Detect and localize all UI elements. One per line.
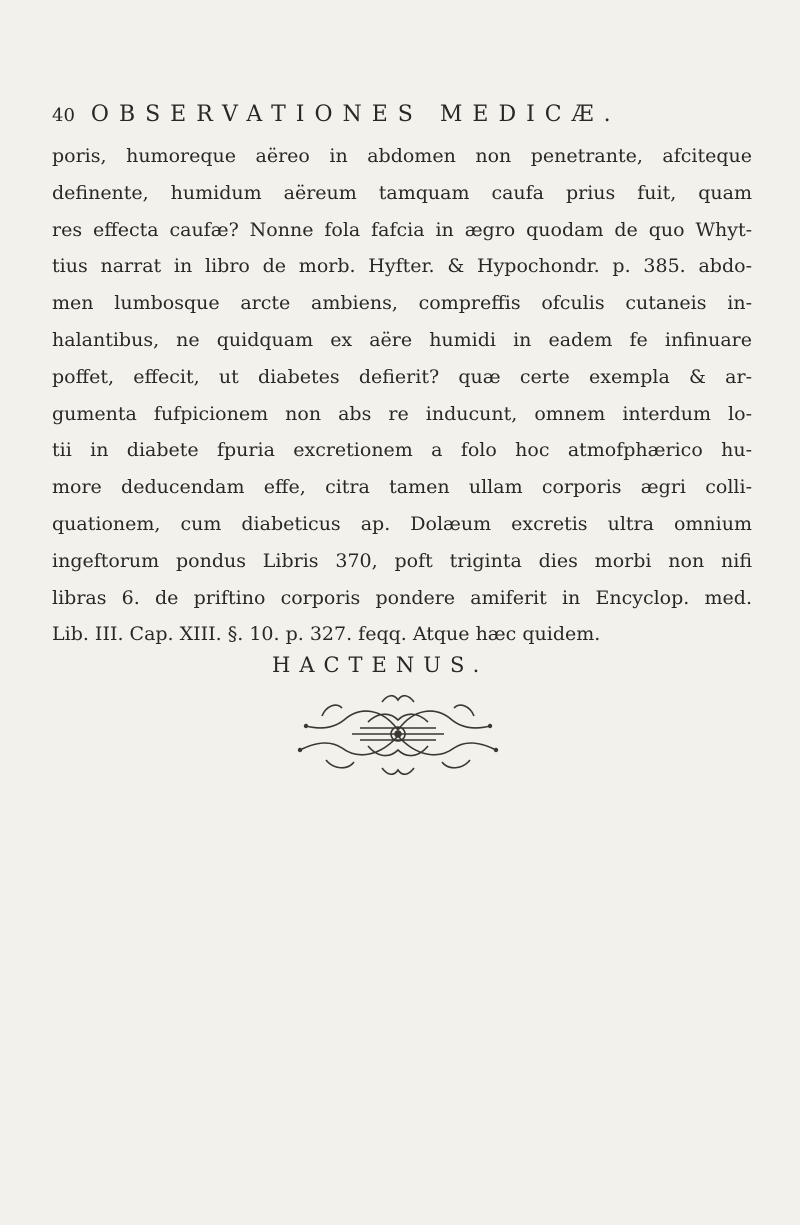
text-line: libras 6. de priftino corporis pondere amiferit in Encyclop. med. <box>52 586 752 609</box>
text-line: definente, humidum aëreum tamquam caufa prius fuit, quam <box>52 181 752 204</box>
page-header <box>52 102 752 127</box>
body-paragraph <box>52 138 752 653</box>
text-line: Lib. III. Cap. XIII. §. 10. p. 327. feqq. Atque hæc quidem. <box>52 623 601 646</box>
text-line: poffet, effecit, ut diabetes defierit? quæ certe exempla & ar- <box>52 365 752 388</box>
text-line: tius narrat in libro de morb. Hyfter. & Hypochondr. p. 385. abdo- <box>52 255 752 278</box>
text-line: gumenta fufpicionem non abs re inducunt, omnem interdum lo- <box>52 402 752 425</box>
text-line: halantibus, ne quidquam ex aëre humidi in eadem fe infinuare <box>52 328 752 351</box>
page-number: 40 <box>52 105 75 126</box>
running-title: OBSERVATIONES MEDICÆ. <box>90 102 621 127</box>
text-line: more deducendam effe, citra tamen ullam corporis ægri colli- <box>52 476 752 499</box>
text-line: res effecta caufæ? Nonne fola fafcia in ægro quodam de quo Whyt- <box>52 218 752 241</box>
closing-word: HACTENUS. <box>272 653 489 677</box>
text-line: quationem, cum diabeticus ap. Dolæum excretis ultra omnium <box>52 512 752 535</box>
text-line: tii in diabete fpuria excretionem a folo hoc atmofphærico hu- <box>52 439 752 462</box>
text-line: ingeftorum pondus Libris 370, poft triginta dies morbi non nifi <box>52 549 752 572</box>
text-line: men lumbosque arcte ambiens, compreffis ofculis cutaneis in- <box>52 292 752 315</box>
text-line: poris, humoreque aëreo in abdomen non penetrante, afciteque <box>52 145 752 167</box>
fleuron-ornament-icon <box>282 690 514 780</box>
